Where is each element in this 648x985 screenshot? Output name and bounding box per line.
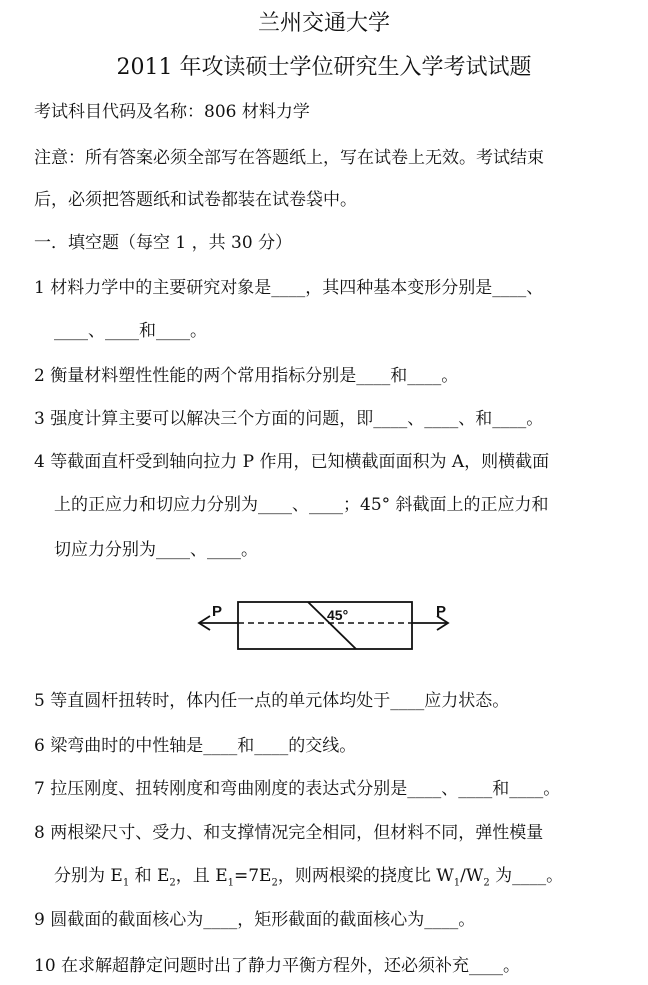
question-4-line-3: 切应力分别为____、____。 bbox=[54, 540, 258, 560]
question-6: 6 梁弯曲时的中性轴是____和____的交线。 bbox=[34, 736, 357, 756]
q8-text-d: =7E bbox=[234, 866, 272, 886]
q8-text-b: 和 E bbox=[129, 866, 170, 886]
angle-label: 45° bbox=[327, 607, 349, 623]
question-1-line-2: ____、____和____。 bbox=[54, 321, 207, 341]
left-load-label: P bbox=[212, 603, 223, 620]
bar-rectangle bbox=[238, 602, 412, 649]
question-4-line-1: 4 等截面直杆受到轴向拉力 P 作用，已知横截面面积为 A，则横截面 bbox=[34, 452, 550, 472]
question-8-line-1: 8 两根梁尺寸、受力、和支撑情况完全相同，但材料不同，弹性模量 bbox=[34, 823, 544, 843]
question-4-line-2: 上的正应力和切应力分别为____、____；45° 斜截面上的正应力和 bbox=[54, 495, 549, 515]
question-3: 3 强度计算主要可以解决三个方面的问题，即____、____、和____。 bbox=[34, 409, 544, 429]
exam-title: 2011 年攻读硕士学位研究生入学考试试题 bbox=[116, 55, 532, 80]
q8-sub-2: 2 bbox=[169, 877, 176, 889]
question-7: 7 拉压刚度、扭转刚度和弯曲刚度的表达式分别是____、____和____。 bbox=[34, 779, 561, 799]
q8-sub-1: 1 bbox=[122, 877, 130, 889]
right-load-label: P bbox=[436, 603, 447, 620]
q8-text-a: 分别为 E bbox=[54, 866, 123, 886]
question-9: 9 圆截面的截面核心为____，矩形截面的截面核心为____。 bbox=[34, 910, 476, 930]
notice-line-2: 后，必须把答题纸和试卷都装在试卷袋中。 bbox=[34, 190, 357, 210]
question-5: 5 等直圆杆扭转时，体内任一点的单元体均处于____应力状态。 bbox=[34, 691, 510, 711]
question-10: 10 在求解超静定问题时出了静力平衡方程外，还必须补充____。 bbox=[34, 956, 521, 976]
question-1-line-1: 1 材料力学中的主要研究对象是____，其四种基本变形分别是____、 bbox=[34, 278, 544, 298]
q8-text-f: /W bbox=[460, 866, 484, 886]
bar-tension-figure bbox=[196, 596, 452, 656]
q8-sub-3: 1 bbox=[227, 877, 234, 889]
q8-text-e: ，则两根梁的挠度比 W bbox=[277, 866, 454, 886]
notice-line-1: 注意：所有答案必须全部写在答题纸上，写在试卷上无效。考试结束 bbox=[34, 148, 544, 168]
q8-text-g: 为____。 bbox=[489, 866, 564, 886]
subject-line: 考试科目代码及名称：806 材料力学 bbox=[34, 102, 310, 122]
q8-sub-4: 2 bbox=[271, 877, 278, 889]
section-heading: 一．填空题（每空 1 ，共 30 分） bbox=[34, 233, 293, 253]
q8-sub-6: 2 bbox=[483, 877, 490, 889]
university-title: 兰州交通大学 bbox=[257, 11, 390, 36]
question-8-line-2 bbox=[54, 865, 563, 894]
question-2: 2 衡量材料塑性性能的两个常用指标分别是____和____。 bbox=[34, 366, 459, 386]
q8-text-c: ，且 E bbox=[175, 866, 228, 886]
q8-sub-5: 1 bbox=[453, 877, 461, 889]
